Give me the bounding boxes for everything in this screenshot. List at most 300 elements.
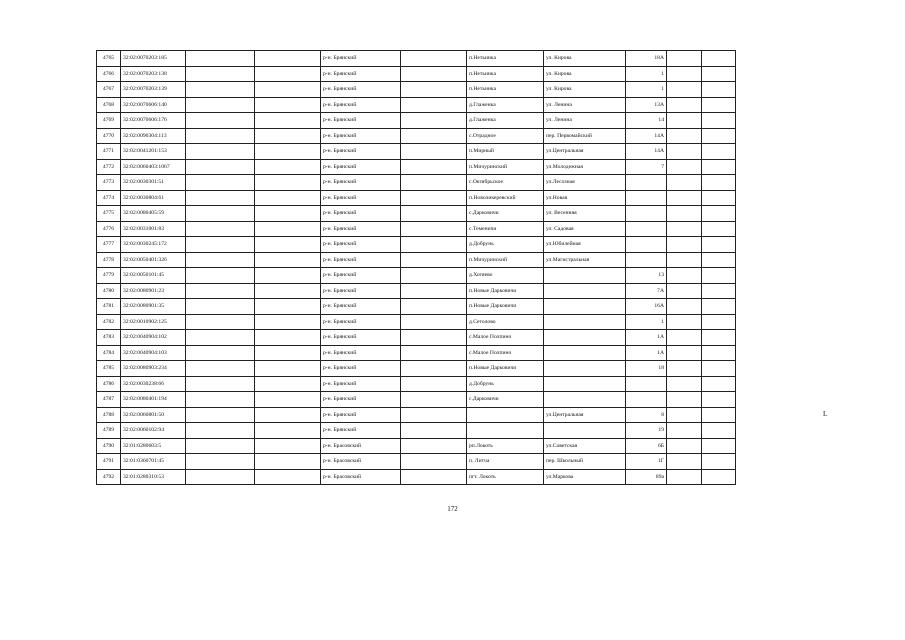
- empty-cell: [702, 190, 736, 206]
- empty-cell: [702, 407, 736, 423]
- empty-cell: [667, 314, 702, 330]
- empty-cell: [702, 283, 736, 299]
- street-cell: [544, 330, 626, 346]
- district-cell: р-н. Брянский: [321, 268, 401, 284]
- table-row: [97, 175, 736, 191]
- empty-cell: [401, 113, 467, 129]
- cadastral-number-cell: 32:02:0070606:176: [121, 113, 186, 129]
- empty-cell: [667, 66, 702, 82]
- district-cell: р-н. Брасовский: [321, 438, 401, 454]
- empty-cell: [255, 128, 321, 144]
- empty-cell: [667, 51, 702, 67]
- empty-cell: [702, 144, 736, 160]
- house-number-cell: [626, 206, 667, 222]
- district-cell: р-н. Брянский: [321, 407, 401, 423]
- empty-cell: [667, 361, 702, 377]
- cadastral-number-cell: 32:02:0040904:103: [121, 345, 186, 361]
- row-number-cell: 4771: [97, 144, 121, 160]
- row-number-cell: 4773: [97, 175, 121, 191]
- row-number-cell: 4774: [97, 190, 121, 206]
- house-number-cell: 1: [626, 314, 667, 330]
- cadastral-number-cell: 32:02:0080903:234: [121, 361, 186, 377]
- edge-mark: L: [823, 410, 828, 418]
- empty-cell: [667, 454, 702, 470]
- empty-cell: [667, 469, 702, 485]
- house-number-cell: [626, 237, 667, 253]
- house-number-cell: 1А: [626, 330, 667, 346]
- cadastral-number-cell: 32:02:0010902:125: [121, 314, 186, 330]
- empty-cell: [702, 66, 736, 82]
- cadastral-number-cell: 32:02:0060801:50: [121, 407, 186, 423]
- district-cell: р-н. Брянский: [321, 159, 401, 175]
- street-cell: [544, 392, 626, 408]
- table-row: [97, 361, 736, 377]
- row-number-cell: 4781: [97, 299, 121, 315]
- locality-cell: с.Теменичи: [467, 221, 544, 237]
- locality-cell: с.Дарковичи: [467, 392, 544, 408]
- empty-cell: [186, 51, 255, 67]
- empty-cell: [255, 314, 321, 330]
- empty-cell: [702, 330, 736, 346]
- street-cell: ул. Садовая: [544, 221, 626, 237]
- cadastral-number-cell: 32:01:0280603:5: [121, 438, 186, 454]
- district-cell: р-н. Брянский: [321, 221, 401, 237]
- empty-cell: [401, 237, 467, 253]
- empty-cell: [702, 175, 736, 191]
- locality-cell: п.Нетьинка: [467, 82, 544, 98]
- empty-cell: [401, 221, 467, 237]
- house-number-cell: 16А: [626, 299, 667, 315]
- table-row: [97, 113, 736, 129]
- empty-cell: [255, 345, 321, 361]
- house-number-cell: 1: [626, 66, 667, 82]
- empty-cell: [255, 66, 321, 82]
- locality-cell: д.Глаженка: [467, 97, 544, 113]
- row-number-cell: 4786: [97, 376, 121, 392]
- row-number-cell: 4772: [97, 159, 121, 175]
- empty-cell: [186, 469, 255, 485]
- cadastral-number-cell: 32:02:0031001:83: [121, 221, 186, 237]
- empty-cell: [702, 206, 736, 222]
- empty-cell: [702, 314, 736, 330]
- district-cell: р-н. Брянский: [321, 206, 401, 222]
- empty-cell: [186, 330, 255, 346]
- house-number-cell: 18: [626, 361, 667, 377]
- house-number-cell: [626, 175, 667, 191]
- house-number-cell: 1Г: [626, 454, 667, 470]
- empty-cell: [186, 299, 255, 315]
- table-row: [97, 221, 736, 237]
- empty-cell: [255, 438, 321, 454]
- cadastral-number-cell: 32:02:0060102:94: [121, 423, 186, 439]
- empty-cell: [667, 345, 702, 361]
- cadastral-number-cell: 32:02:0040904:102: [121, 330, 186, 346]
- locality-cell: с.Дарковичи: [467, 206, 544, 222]
- street-cell: [544, 345, 626, 361]
- row-number-cell: 4776: [97, 221, 121, 237]
- empty-cell: [186, 128, 255, 144]
- row-number-cell: 4790: [97, 438, 121, 454]
- table-row: [97, 144, 736, 160]
- locality-cell: д.Глаженка: [467, 113, 544, 129]
- empty-cell: [255, 51, 321, 67]
- empty-cell: [702, 268, 736, 284]
- district-cell: р-н. Брянский: [321, 392, 401, 408]
- locality-cell: с.Отрадное: [467, 128, 544, 144]
- cadastral-number-cell: 32:02:0070203:138: [121, 66, 186, 82]
- empty-cell: [702, 376, 736, 392]
- table-row: [97, 299, 736, 315]
- empty-cell: [401, 330, 467, 346]
- empty-cell: [702, 82, 736, 98]
- house-number-cell: 14: [626, 113, 667, 129]
- cadastral-number-cell: 32:02:0030301:51: [121, 175, 186, 191]
- empty-cell: [255, 407, 321, 423]
- table-row: [97, 82, 736, 98]
- cadastral-number-cell: 32:02:0090304:113: [121, 128, 186, 144]
- district-cell: р-н. Брянский: [321, 144, 401, 160]
- empty-cell: [702, 299, 736, 315]
- empty-cell: [401, 190, 467, 206]
- empty-cell: [255, 237, 321, 253]
- empty-cell: [255, 159, 321, 175]
- empty-cell: [186, 97, 255, 113]
- house-number-cell: [626, 376, 667, 392]
- empty-cell: [401, 454, 467, 470]
- district-cell: р-н. Брянский: [321, 376, 401, 392]
- row-number-cell: 4789: [97, 423, 121, 439]
- district-cell: р-н. Брянский: [321, 82, 401, 98]
- empty-cell: [401, 82, 467, 98]
- empty-cell: [255, 423, 321, 439]
- empty-cell: [702, 345, 736, 361]
- street-cell: ул. Кирова: [544, 66, 626, 82]
- empty-cell: [702, 237, 736, 253]
- street-cell: ул.Центральная: [544, 407, 626, 423]
- empty-cell: [667, 190, 702, 206]
- empty-cell: [667, 423, 702, 439]
- empty-cell: [255, 376, 321, 392]
- street-cell: [544, 376, 626, 392]
- row-number-cell: 4787: [97, 392, 121, 408]
- empty-cell: [255, 144, 321, 160]
- empty-cell: [401, 268, 467, 284]
- street-cell: пер. Школьный: [544, 454, 626, 470]
- locality-cell: [467, 423, 544, 439]
- district-cell: р-н. Брянский: [321, 345, 401, 361]
- empty-cell: [667, 221, 702, 237]
- empty-cell: [667, 128, 702, 144]
- empty-cell: [702, 438, 736, 454]
- cadastral-number-cell: 32:01:0280310:53: [121, 469, 186, 485]
- cadastral-number-cell: 32:02:0070606:140: [121, 97, 186, 113]
- table-body: [97, 51, 736, 485]
- table-row: [97, 392, 736, 408]
- house-number-cell: 18А: [626, 51, 667, 67]
- house-number-cell: 6Б: [626, 438, 667, 454]
- empty-cell: [702, 423, 736, 439]
- cadastral-number-cell: 32:02:0080901:23: [121, 283, 186, 299]
- locality-cell: с.Малое Полпино: [467, 345, 544, 361]
- empty-cell: [186, 314, 255, 330]
- empty-cell: [186, 438, 255, 454]
- district-cell: р-н. Брянский: [321, 51, 401, 67]
- table-row: [97, 330, 736, 346]
- empty-cell: [667, 376, 702, 392]
- empty-cell: [667, 438, 702, 454]
- empty-cell: [401, 159, 467, 175]
- empty-cell: [186, 252, 255, 268]
- table-row: [97, 66, 736, 82]
- cadastral-number-cell: 32:02:0030238:66: [121, 376, 186, 392]
- empty-cell: [702, 252, 736, 268]
- empty-cell: [186, 283, 255, 299]
- locality-cell: п.Новые Дарковичи: [467, 299, 544, 315]
- street-cell: ул.Маркова: [544, 469, 626, 485]
- house-number-cell: [626, 392, 667, 408]
- row-number-cell: 4770: [97, 128, 121, 144]
- empty-cell: [186, 423, 255, 439]
- empty-cell: [401, 438, 467, 454]
- house-number-cell: 13: [626, 268, 667, 284]
- locality-cell: с.Октябрьское: [467, 175, 544, 191]
- empty-cell: [255, 283, 321, 299]
- empty-cell: [702, 97, 736, 113]
- empty-cell: [401, 423, 467, 439]
- empty-cell: [702, 51, 736, 67]
- empty-cell: [401, 469, 467, 485]
- house-number-cell: 14А: [626, 144, 667, 160]
- empty-cell: [401, 345, 467, 361]
- table-row: [97, 190, 736, 206]
- empty-cell: [667, 82, 702, 98]
- empty-cell: [401, 314, 467, 330]
- empty-cell: [255, 454, 321, 470]
- table-row: [97, 345, 736, 361]
- property-table: [96, 50, 736, 485]
- page-number: 172: [447, 505, 458, 513]
- empty-cell: [667, 268, 702, 284]
- cadastral-number-cell: 32:02:0041201:153: [121, 144, 186, 160]
- locality-cell: п.Новые Дарковичи: [467, 361, 544, 377]
- empty-cell: [702, 128, 736, 144]
- empty-cell: [667, 330, 702, 346]
- district-cell: р-н. Брянский: [321, 175, 401, 191]
- table-row: [97, 283, 736, 299]
- house-number-cell: [626, 221, 667, 237]
- row-number-cell: 4767: [97, 82, 121, 98]
- street-cell: ул. Ленина: [544, 113, 626, 129]
- table-row: [97, 423, 736, 439]
- row-number-cell: 4769: [97, 113, 121, 129]
- street-cell: [544, 361, 626, 377]
- district-cell: р-н. Брянский: [321, 97, 401, 113]
- empty-cell: [255, 469, 321, 485]
- empty-cell: [401, 97, 467, 113]
- row-number-cell: 4791: [97, 454, 121, 470]
- locality-cell: д.Добрунь: [467, 376, 544, 392]
- table-row: [97, 206, 736, 222]
- empty-cell: [667, 283, 702, 299]
- house-number-cell: [626, 252, 667, 268]
- table-row: [97, 159, 736, 175]
- table-row: [97, 314, 736, 330]
- table-row: [97, 51, 736, 67]
- locality-cell: с.Малое Полпино: [467, 330, 544, 346]
- house-number-cell: 89а: [626, 469, 667, 485]
- table-row: [97, 469, 736, 485]
- row-number-cell: 4788: [97, 407, 121, 423]
- house-number-cell: 14А: [626, 128, 667, 144]
- row-number-cell: 4768: [97, 97, 121, 113]
- empty-cell: [255, 221, 321, 237]
- locality-cell: д.Добрунь: [467, 237, 544, 253]
- empty-cell: [186, 66, 255, 82]
- empty-cell: [186, 159, 255, 175]
- empty-cell: [255, 97, 321, 113]
- empty-cell: [255, 361, 321, 377]
- house-number-cell: [626, 190, 667, 206]
- empty-cell: [667, 392, 702, 408]
- street-cell: ул.Центральная: [544, 144, 626, 160]
- empty-cell: [186, 361, 255, 377]
- empty-cell: [702, 454, 736, 470]
- cadastral-number-cell: 32:02:0080405:59: [121, 206, 186, 222]
- street-cell: ул.Молодежная: [544, 159, 626, 175]
- locality-cell: п.Новоликеревский: [467, 190, 544, 206]
- cadastral-number-cell: 32:01:0360701:45: [121, 454, 186, 470]
- street-cell: [544, 268, 626, 284]
- empty-cell: [186, 190, 255, 206]
- empty-cell: [401, 175, 467, 191]
- empty-cell: [255, 206, 321, 222]
- row-number-cell: 4785: [97, 361, 121, 377]
- district-cell: р-н. Брянский: [321, 252, 401, 268]
- empty-cell: [401, 376, 467, 392]
- street-cell: ул. Кирова: [544, 82, 626, 98]
- locality-cell: п.Нетьинка: [467, 51, 544, 67]
- empty-cell: [186, 345, 255, 361]
- locality-cell: д.Сетолово: [467, 314, 544, 330]
- district-cell: р-н. Брянский: [321, 330, 401, 346]
- house-number-cell: 1: [626, 82, 667, 98]
- cadastral-number-cell: 32:02:0050101:45: [121, 268, 186, 284]
- table-row: [97, 128, 736, 144]
- empty-cell: [186, 237, 255, 253]
- house-number-cell: 1А: [626, 345, 667, 361]
- empty-cell: [667, 237, 702, 253]
- empty-cell: [667, 175, 702, 191]
- district-cell: р-н. Брянский: [321, 361, 401, 377]
- empty-cell: [186, 82, 255, 98]
- empty-cell: [401, 206, 467, 222]
- empty-cell: [667, 113, 702, 129]
- street-cell: ул.Советская: [544, 438, 626, 454]
- table-row: [97, 454, 736, 470]
- empty-cell: [401, 361, 467, 377]
- house-number-cell: 7: [626, 159, 667, 175]
- empty-cell: [186, 407, 255, 423]
- locality-cell: рп.Локоть: [467, 438, 544, 454]
- empty-cell: [186, 113, 255, 129]
- table-row: [97, 252, 736, 268]
- empty-cell: [667, 206, 702, 222]
- locality-cell: [467, 407, 544, 423]
- district-cell: р-н. Брасовский: [321, 469, 401, 485]
- row-number-cell: 4775: [97, 206, 121, 222]
- table-row: [97, 376, 736, 392]
- empty-cell: [702, 221, 736, 237]
- empty-cell: [702, 113, 736, 129]
- empty-cell: [255, 330, 321, 346]
- empty-cell: [667, 407, 702, 423]
- cadastral-number-cell: 32:02:0080901:35: [121, 299, 186, 315]
- district-cell: р-н. Брянский: [321, 237, 401, 253]
- empty-cell: [255, 190, 321, 206]
- empty-cell: [255, 252, 321, 268]
- empty-cell: [186, 175, 255, 191]
- locality-cell: п.Нетьинка: [467, 66, 544, 82]
- empty-cell: [401, 252, 467, 268]
- street-cell: ул.Юбилейная: [544, 237, 626, 253]
- street-cell: ул. Ленина: [544, 97, 626, 113]
- street-cell: пер. Первомайский: [544, 128, 626, 144]
- empty-cell: [255, 82, 321, 98]
- district-cell: р-н. Брянский: [321, 314, 401, 330]
- empty-cell: [186, 144, 255, 160]
- street-cell: ул.Лесозная: [544, 175, 626, 191]
- row-number-cell: 4766: [97, 66, 121, 82]
- street-cell: ул.Новая: [544, 190, 626, 206]
- empty-cell: [702, 159, 736, 175]
- empty-cell: [186, 392, 255, 408]
- empty-cell: [186, 268, 255, 284]
- empty-cell: [186, 376, 255, 392]
- empty-cell: [255, 175, 321, 191]
- empty-cell: [186, 206, 255, 222]
- empty-cell: [401, 66, 467, 82]
- empty-cell: [702, 469, 736, 485]
- row-number-cell: 4765: [97, 51, 121, 67]
- locality-cell: пгт. Локоть: [467, 469, 544, 485]
- empty-cell: [255, 392, 321, 408]
- row-number-cell: 4779: [97, 268, 121, 284]
- empty-cell: [255, 113, 321, 129]
- locality-cell: п.Новые Дарковичи: [467, 283, 544, 299]
- locality-cell: п. Литча: [467, 454, 544, 470]
- empty-cell: [401, 392, 467, 408]
- empty-cell: [667, 252, 702, 268]
- empty-cell: [401, 283, 467, 299]
- empty-cell: [401, 299, 467, 315]
- house-number-cell: 7А: [626, 283, 667, 299]
- empty-cell: [401, 144, 467, 160]
- locality-cell: п.Мирный: [467, 144, 544, 160]
- district-cell: р-н. Брянский: [321, 423, 401, 439]
- empty-cell: [401, 407, 467, 423]
- empty-cell: [186, 221, 255, 237]
- empty-cell: [667, 97, 702, 113]
- empty-cell: [702, 392, 736, 408]
- cadastral-number-cell: 32:02:0030245:172: [121, 237, 186, 253]
- empty-cell: [255, 299, 321, 315]
- cadastral-number-cell: 32:02:0070203:185: [121, 51, 186, 67]
- row-number-cell: 4777: [97, 237, 121, 253]
- empty-cell: [255, 268, 321, 284]
- locality-cell: д.Хотяево: [467, 268, 544, 284]
- street-cell: [544, 299, 626, 315]
- empty-cell: [702, 361, 736, 377]
